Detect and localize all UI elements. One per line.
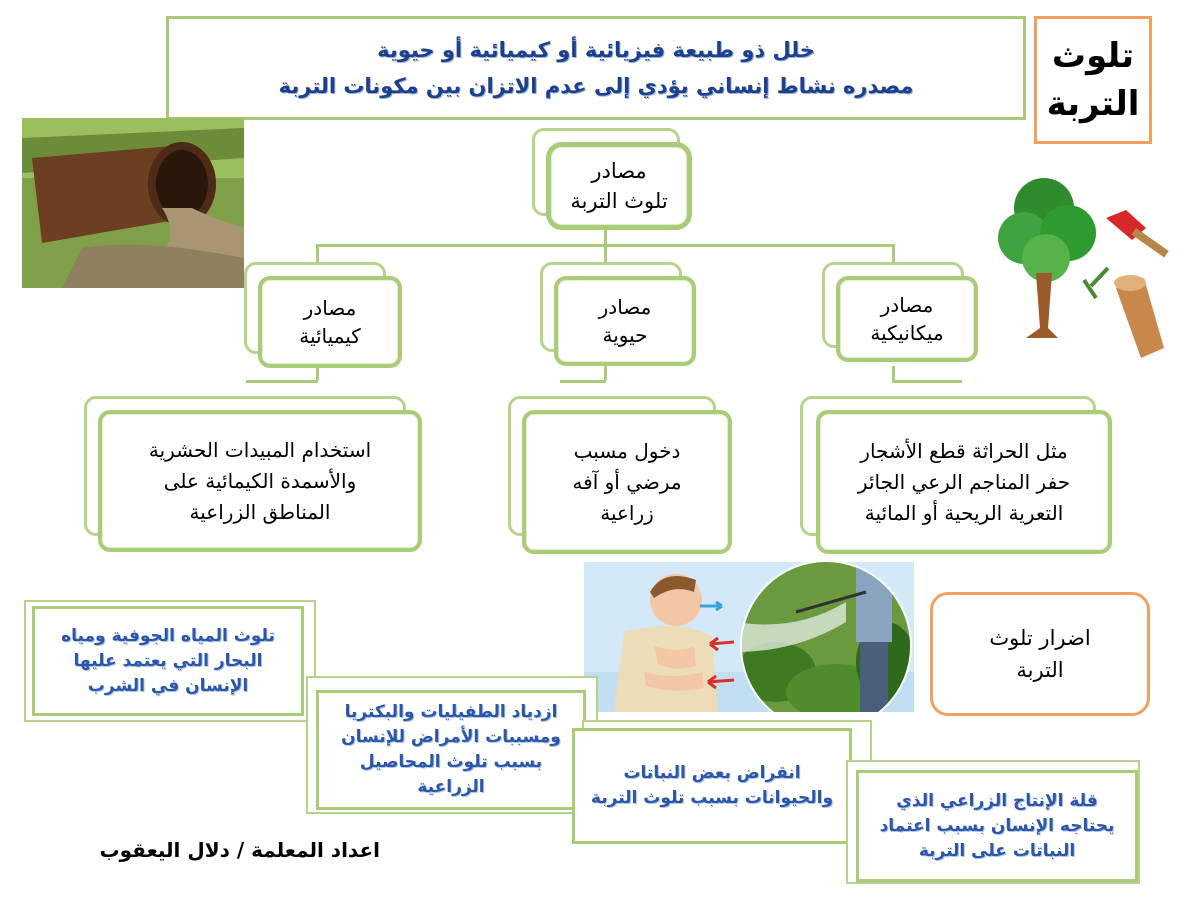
desc-chemical xyxy=(98,410,422,552)
desc-biological-line2: مرضي أو آفه xyxy=(572,469,682,494)
main-title-line1: تلوث xyxy=(1051,36,1135,76)
source-biological-line1: مصادر xyxy=(598,295,652,319)
desc-chemical-line2: والأسمدة الكيمائية على xyxy=(163,468,357,493)
effect-production-line3: النباتات على التربة xyxy=(918,840,1076,861)
desc-connector-biological-h xyxy=(560,380,606,383)
effect-disease-line1: ازدياد الطفيليات والبكتريا xyxy=(344,702,558,722)
effect-disease xyxy=(316,690,586,810)
desc-chemical-line3: المناطق الزراعية xyxy=(189,499,331,524)
root-node xyxy=(546,142,692,230)
desc-connector-mechanical xyxy=(892,366,895,380)
source-biological-line2: حيوية xyxy=(602,323,648,347)
effect-disease-line4: الزراعية xyxy=(417,777,485,797)
pesticide-spraying-photo xyxy=(736,562,912,712)
desc-mechanical-line2: حفر المناجم الرعي الجائر xyxy=(857,469,1071,494)
definition-box xyxy=(166,16,1026,120)
desc-chemical-line1: استخدام المبيدات الحشرية xyxy=(148,437,372,462)
effect-extinction xyxy=(572,728,852,844)
harms-title-box xyxy=(930,592,1150,716)
main-title-line2: التربة xyxy=(1046,84,1140,124)
desc-mechanical-line1: مثل الحراثة قطع الأشجار xyxy=(860,438,1068,463)
connector-mechanical xyxy=(892,244,895,264)
desc-biological xyxy=(522,410,732,554)
effect-water-line1: تلوث المياه الجوفية ومياه xyxy=(61,625,275,646)
author-credit: اعداد المعلمة / دلال اليعقوب xyxy=(99,838,380,862)
desc-biological-line1: دخول مسبب xyxy=(573,438,681,463)
definition-line1: خلل ذو طبيعة فيزيائية أو كيميائية أو حيوية xyxy=(377,38,815,62)
source-chemical-line2: كيميائية xyxy=(299,324,361,348)
desc-mechanical-line3: التعرية الريحية أو المائية xyxy=(864,500,1064,525)
desc-biological-line3: زراعية xyxy=(600,500,654,525)
connector-chemical xyxy=(316,244,319,264)
desc-connector-mechanical-h xyxy=(892,380,962,383)
root-connector-vertical xyxy=(604,230,607,244)
sewage-pipe-photo xyxy=(22,118,244,288)
desc-connector-biological xyxy=(604,366,607,380)
harms-title-line2: التربة xyxy=(1016,658,1064,682)
tree-axe-icon xyxy=(996,168,1190,368)
root-node-line1: مصادر xyxy=(591,159,647,183)
main-title xyxy=(1034,16,1152,144)
effect-production xyxy=(856,770,1138,882)
effect-extinction-line2: والحيوانات بسبب تلوث التربة xyxy=(590,788,834,808)
harms-title-line1: اضرار تلوث xyxy=(989,626,1091,650)
effect-water-line2: البحار التي يعتمد عليها xyxy=(73,650,263,671)
desc-connector-chemical-h xyxy=(246,380,318,383)
source-mechanical xyxy=(836,276,978,362)
effect-production-line1: قلة الإنتاج الزراعي الذي xyxy=(896,790,1098,811)
effect-disease-line2: ومسببات الأمراض للإنسان xyxy=(341,727,561,747)
source-chemical-line1: مصادر xyxy=(303,296,357,320)
effect-water xyxy=(32,606,304,716)
effect-extinction-line1: انقراض بعض النباتات xyxy=(623,763,801,783)
source-biological xyxy=(554,276,696,366)
source-mechanical-line2: ميكانيكية xyxy=(870,321,944,345)
effect-production-line2: يحتاجه الإنسان بسبب اعتماد xyxy=(879,815,1115,836)
definition-line2: مصدره نشاط إنساني يؤدي إلى عدم الاتزان بين مكونات التربة xyxy=(278,74,914,98)
effect-disease-line3: بسبب تلوث المحاصيل xyxy=(359,752,543,772)
desc-mechanical xyxy=(816,410,1112,554)
source-mechanical-line1: مصادر xyxy=(880,293,934,317)
effect-water-line3: الإنسان في الشرب xyxy=(87,675,249,696)
connector-biological xyxy=(604,244,607,264)
root-node-line2: تلوث التربة xyxy=(570,189,668,213)
source-chemical xyxy=(258,276,402,368)
desc-connector-chemical xyxy=(316,368,319,380)
